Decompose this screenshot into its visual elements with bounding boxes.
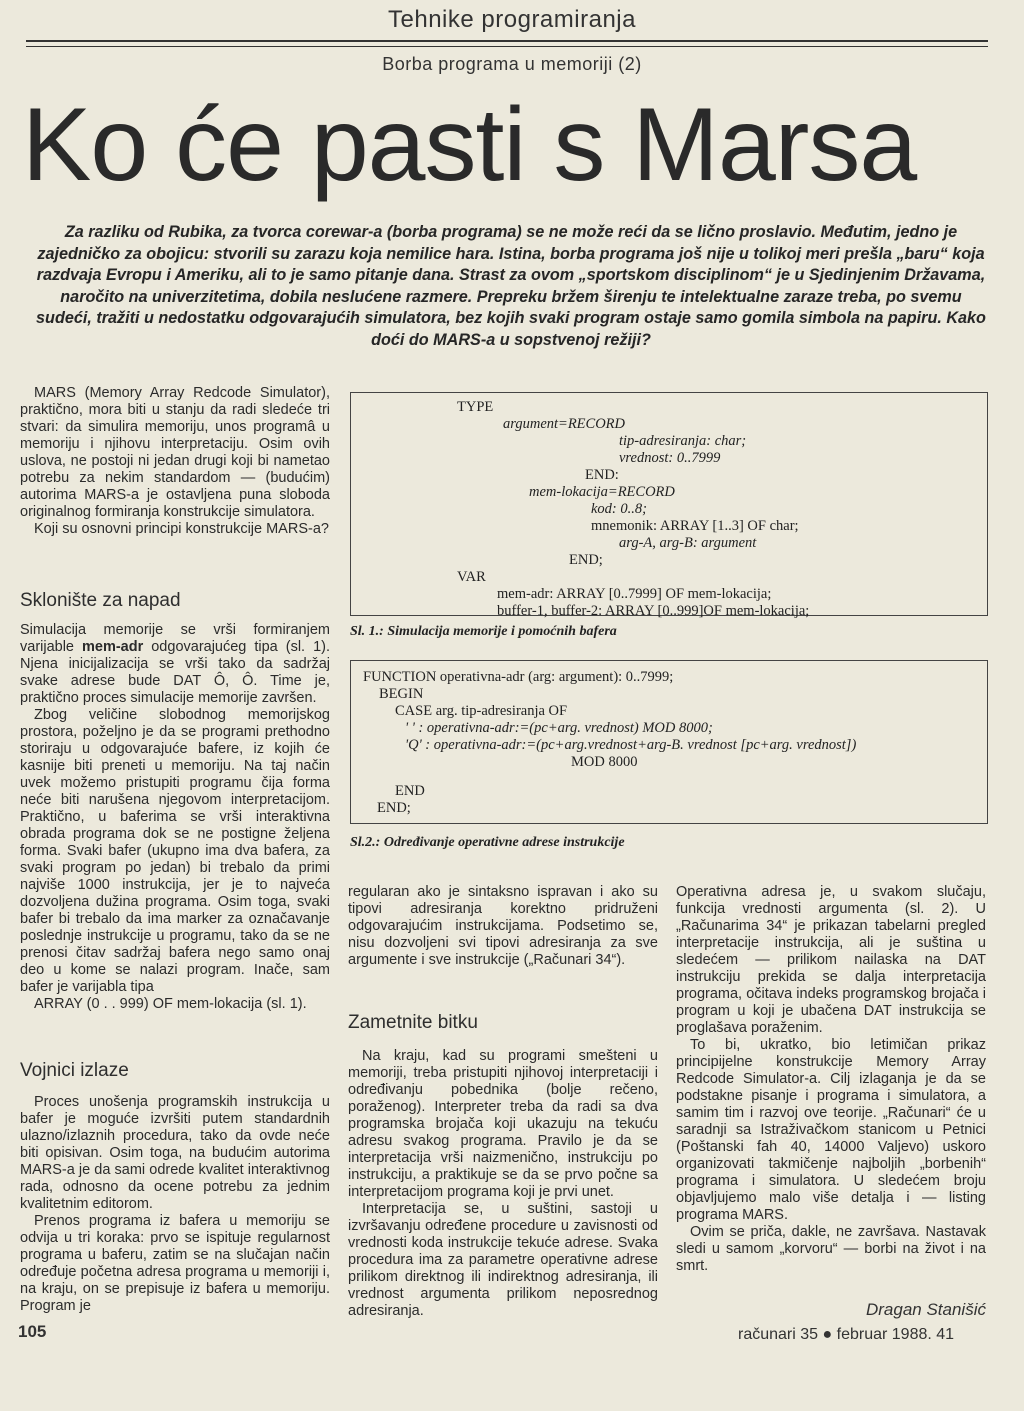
code-line: ' ' : operativna-adr:=(pc+arg. vrednost) MOD 8000;: [405, 720, 713, 736]
code-line: FUNCTION operativna-adr (arg: argument): 0..7999;: [363, 669, 674, 685]
code-line: CASE arg. tip-adresiranja OF: [395, 703, 568, 719]
article-lead: Za razliku od Rubika, za tvorca corewar-a (borba programa) se ne može reći da se lično proslavio. Međutim, jedno je zajedničko za obojicu: stvorili su zarazu koja nemilice hara. Istina, borba programa još nije u tolikoj meri prešla „baru“ koja razdvaja Evropu i Ameriku, ali to je samo pitanje dana. Strast za ovom „sportskom disciplinom“ je u Sjedinjenim Državama, naročito na univerzitetima, dobila neslućene razmere. Prepreku bržem širenju te intelektualne zaraze treba, po svemu sudeći, tražiti u nedostatku odgovarajućih simulatora, bez kojih svaki program ostaje samo gomila simbola na papiru. Kako doći do MARS-a u sopstvenoj režiji?: [36, 223, 986, 349]
code-line: MOD 8000: [571, 754, 638, 770]
paragraph: Koji su osnovni principi konstrukcije MARS-a?: [34, 521, 329, 537]
column-1-section-1: [20, 622, 330, 1013]
article-subtitle: Borba programa u memoriji (2): [382, 54, 642, 74]
column-1-section-2: [20, 1094, 330, 1315]
author-signature: Dragan Stanišić: [865, 1300, 986, 1319]
figure-1-caption: Sl. 1.: Simulacija memorije i pomoćnih bafera: [350, 624, 617, 639]
article-headline: Ko će pasti s Marsa: [22, 87, 917, 203]
code-line: argument=RECORD: [503, 416, 626, 432]
text-run: odgovarajućeg tipa (sl. 1). Njena inicijalizacija se vrši tako da sadržaj svake adrese bude DAT Ô, Ô. Time je, praktično proces simulacije memorije završen.: [20, 639, 330, 706]
code-line: arg-A, arg-B: argument: [619, 535, 757, 551]
paragraph: Zbog veličine slobodnog memorijskog prostora, poželjno je da se programi prethodno storiraju u odgovarajuće bafere, iz kojih će kasnije biti preneti u memoriju. Na taj način uvek možemo pristupiti programu čija forma neće biti narušena njegovom interpretacijom. Praktično, u baferima se vrši interaktivna obrada programa dok se ne postigne željena forma. Svaki bafer (ukupno ima dva bafera, za svaki program po jedan) bi trebalo da primi najviše 1000 instrukcija, jer je to najveća dozvoljena dužina programa. Osim toga, svaki bafer bi trebalo da ima marker za označavanje poslednje instrukcije u programu, tako da se ne prenosi čitav sadržaj bafera nego samo onaj deo u kome se nalazi program. Inače, sam bafer je varijabla tipa: [20, 707, 330, 995]
code-line: tip-adresiranja: char;: [619, 433, 747, 449]
code-line: mem-lokacija=RECORD: [529, 484, 675, 500]
paragraph: regularan ako je sintaksno ispravan i ako su tipovi adresiranja korektno pridruženi odgovarajućim instrukcijama. Podsetimo se, nisu dozvoljeni svi tipovi adresiranja za sve argumente i sve instrukcije („Računari 34“).: [348, 884, 658, 968]
paragraph: ARRAY (0 . . 999) OF mem-lokacija (sl. 1).: [34, 996, 307, 1012]
page-number-left: 105: [18, 1322, 47, 1341]
column-2-top: [348, 884, 658, 969]
code-line: vrednost: 0..7999: [619, 450, 721, 466]
section-heading-3: Zametnite bitku: [348, 1012, 478, 1033]
figure-1-code-box: [350, 392, 988, 619]
code-line: END;: [569, 552, 603, 568]
paragraph: Operativna adresa je, u svakom slučaju, funkcija vrednosti argumenta (sl. 2). U „Računarima 34“ je prikazan tabelarni pregled interpretacije instrukcija, ali je suština u sledećem — prilikom nailaska na DAT instrukciju prekida se dalja interpretacija programa, očitava indeks programskog brojača i program u koji je ubačena DAT instrukcija se proglašava poraženim.: [676, 884, 986, 1036]
code-line: kod: 0..8;: [591, 501, 647, 517]
magazine-name: računari 35: [738, 1326, 819, 1343]
paragraph: [20, 622, 330, 707]
header-rule-thin: [26, 46, 988, 47]
paragraph: Ovim se priča, daklе, ne završava. Nastavak sledi u samom „korvoru“ — borbi na život i na smrt.: [676, 1224, 986, 1274]
bullet-icon: ●: [822, 1326, 833, 1343]
variable-name: mem-adr: [82, 639, 144, 655]
figure-2-code-box: [350, 660, 988, 824]
code-line: 'Q' : operativna-adr:=(pc+arg.vrednost+arg-B. vrednost [pc+arg. vrednost]): [405, 737, 857, 753]
footer-issue: [738, 1326, 954, 1344]
code-line: TYPE: [457, 399, 494, 415]
paragraph: Proces unošenja programskih instrukcija u bafer je moguće izvršiti putem standardnih ulazno/izlaznih procedura, tako da ovde neće biti opisivan. Osim toga, na budućim autorima MARS-a je da sami odrede kvalitet interaktivnog rada, odnosno da ocene potrebu za jednim kvalitetnim editorom.: [20, 1094, 330, 1212]
code-line: buffer-1, buffer-2: ARRAY [0..999]OF mem-lokacija;: [497, 603, 810, 619]
section-heading-1: Sklonište za napad: [20, 590, 181, 611]
paragraph: Na kraju, kad su programi smešteni u memoriji, treba pristupiti njihovoj interpretaciji i određivanju pobednika (bolje rečeno, poraženog). Interpreter treba da radi sa dva programska brojača koji ukazuju na tekuću adresu svakog programa. Pravilo je da se interpretacija vrši naizmenično, instrukciju po instrukciju, a praktikuje se da se prvo počne sa interpretacijom programa koji je prvi unet.: [348, 1048, 658, 1200]
column-2-body: [348, 1048, 658, 1320]
page-number-right: 41: [936, 1326, 955, 1343]
paragraph: Interpretacija se, u suštini, sastoji u izvršavanju određene procedure u zavisnosti od vrednosti koda instrukcije tekuće adrese. Svaka procedura ima za parametre operativne adrese prilikom direktnog ili indirektnog adresiranja, ili vrednost argumenta prilikom neposrednog adresiranja.: [348, 1201, 658, 1319]
code-line: mnemonik: ARRAY [1..3] OF char;: [591, 518, 799, 534]
code-line: VAR: [457, 569, 486, 585]
code-line: END;: [377, 800, 411, 816]
header-rule: [26, 40, 988, 42]
code-line: END: [395, 783, 425, 799]
code-line: END:: [585, 467, 619, 483]
figure-2-caption: Sl.2.: Određivanje operativne adrese instrukcije: [350, 835, 625, 850]
issue-date: februar 1988.: [836, 1326, 932, 1343]
column-1-intro: [20, 385, 330, 538]
paragraph: To bi, ukratko, bio letimičan prikaz principijelne konstrukcije Memory Array Redcode Simulator-a. Cilj izlaganja je da se podstakne pisanje i programa i simulatora, a samim tim i razvoj ove teorije. „Računari“ će u saradnji sa Istraživačkom stanicom u Petnici (Poštanski fah 40, 14000 Valjevo) uskoro organizovati takmičenje najboljih „borbenih“ programa i simulatora. U sledećem broju objavljujemo malo više detalja i — listing programa MARS.: [676, 1037, 986, 1223]
section-title: Tehnike programiranja: [388, 6, 636, 33]
code-line: BEGIN: [379, 686, 424, 702]
section-heading-2: Vojnici izlaze: [20, 1060, 129, 1081]
paragraph: Prenos programa iz bafera u memoriju se odvija u tri koraka: prvo se ispituje regularnost programa u baferu, zatim se na slučajan način određuje početna adresa programa u memoriji i, na kraju, on se prepisuje iz bafera u memoriju. Program je: [20, 1213, 330, 1314]
paragraph: MARS (Memory Array Redcode Simulator), praktično, mora biti u stanju da radi sledeće tri stvari: da simulira memoriju, unos programâ u memoriju i njihovu interpretaciju. Osim ovih uslova, ne postoji ni jedan drugi koji bi nametao potrebu za nekim standardom — (budućim) autorima MARS-a je ostavljena puna sloboda originalnog formiranja konstrukcije simulatora.: [20, 385, 330, 520]
code-line: mem-adr: ARRAY [0..7999] OF mem-lokacija;: [497, 586, 772, 602]
column-3-body: [676, 884, 986, 1275]
text-run: Simulacija memorije se vrši formiranjem varijable: [20, 622, 330, 655]
